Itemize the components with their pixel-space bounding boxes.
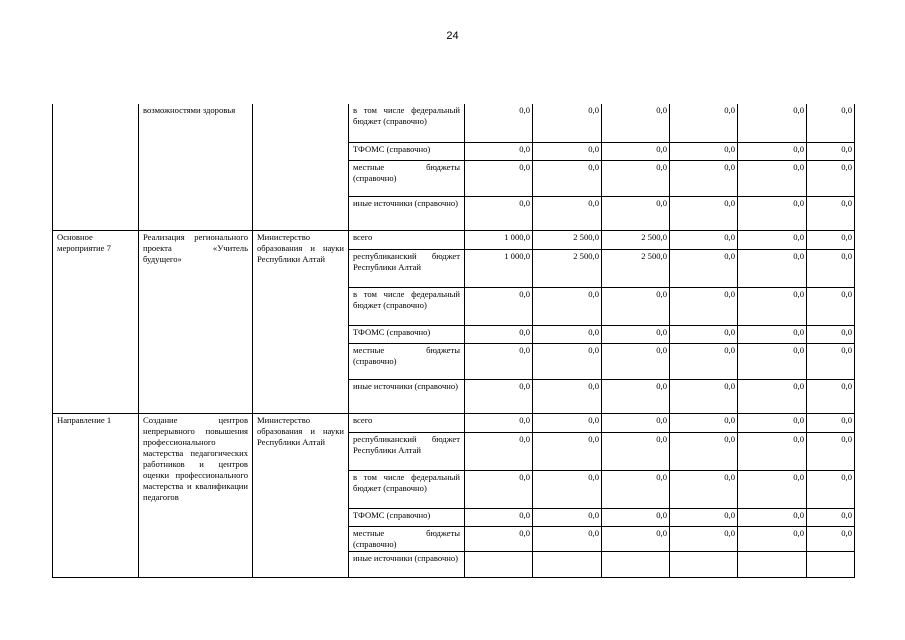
funding-source-cell: местные бюджеты (справочно) [349,526,465,551]
value-cell: 0,0 [602,508,670,526]
value-cell: 0,0 [533,470,602,508]
value-cell: 0,0 [807,142,855,160]
value-cell: 0,0 [465,104,533,142]
funding-source-cell: всего [349,413,465,432]
value-cell: 0,0 [670,230,738,249]
funding-source-cell: в том числе федеральный бюджет (справочно) [349,470,465,508]
value-cell: 0,0 [533,160,602,196]
measure-cell [53,104,139,230]
value-cell [738,551,807,577]
value-cell: 0,0 [533,142,602,160]
funding-source-cell: ТФОМС (справочно) [349,508,465,526]
value-cell: 0,0 [738,526,807,551]
value-cell: 0,0 [465,196,533,230]
value-cell: 0,0 [738,287,807,325]
table-row [53,230,855,249]
value-cell: 0,0 [670,325,738,343]
value-cell: 0,0 [465,470,533,508]
value-cell [807,551,855,577]
funding-source-cell: иные источники (справочно) [349,196,465,230]
table-body [53,104,855,577]
value-cell: 0,0 [602,160,670,196]
value-cell [465,551,533,577]
value-cell: 0,0 [807,230,855,249]
measure-name-cell: Реализация регионального проекта «Учитель будущего» [139,230,253,413]
value-cell: 0,0 [602,196,670,230]
table-row [53,104,855,142]
value-cell: 2 500,0 [533,249,602,287]
value-cell: 0,0 [533,287,602,325]
value-cell: 0,0 [602,470,670,508]
funding-source-cell: в том числе федеральный бюджет (справочно) [349,287,465,325]
value-cell: 0,0 [465,343,533,379]
funding-source-cell: местные бюджеты (справочно) [349,160,465,196]
value-cell: 0,0 [807,287,855,325]
measure-name-cell: Создание центров непрерывного повышения профессионального мастерства педагогических работников и центров оценки профессионального мастерства и квалификации педагогов [139,413,253,577]
value-cell: 0,0 [465,379,533,413]
value-cell [533,551,602,577]
value-cell: 0,0 [602,526,670,551]
value-cell: 0,0 [533,104,602,142]
funding-source-cell: иные источники (справочно) [349,551,465,577]
value-cell: 0,0 [807,325,855,343]
value-cell: 0,0 [807,470,855,508]
value-cell [602,551,670,577]
value-cell: 1 000,0 [465,230,533,249]
value-cell: 0,0 [738,470,807,508]
value-cell: 0,0 [465,526,533,551]
value-cell: 2 500,0 [602,230,670,249]
measure-cell: Направление 1 [53,413,139,577]
page-number: 24 [446,30,459,42]
value-cell: 0,0 [670,526,738,551]
value-cell: 0,0 [738,230,807,249]
value-cell: 0,0 [738,379,807,413]
value-cell: 0,0 [533,432,602,470]
value-cell: 0,0 [807,379,855,413]
value-cell: 0,0 [670,379,738,413]
value-cell: 1 000,0 [465,249,533,287]
value-cell: 0,0 [807,526,855,551]
value-cell: 0,0 [670,104,738,142]
value-cell: 0,0 [602,343,670,379]
value-cell: 0,0 [602,142,670,160]
value-cell: 0,0 [602,104,670,142]
value-cell: 0,0 [738,249,807,287]
value-cell: 0,0 [738,160,807,196]
value-cell: 0,0 [670,432,738,470]
value-cell: 0,0 [807,413,855,432]
value-cell: 0,0 [670,196,738,230]
value-cell [670,551,738,577]
value-cell: 0,0 [807,196,855,230]
value-cell: 0,0 [465,142,533,160]
value-cell: 0,0 [602,379,670,413]
value-cell: 0,0 [670,343,738,379]
value-cell: 0,0 [465,325,533,343]
value-cell: 0,0 [670,508,738,526]
value-cell: 0,0 [602,287,670,325]
value-cell: 0,0 [465,413,533,432]
value-cell: 0,0 [465,508,533,526]
value-cell: 0,0 [738,413,807,432]
executor-cell: Министерство образования и науки Республики Алтай [253,230,349,413]
funding-source-cell: всего [349,230,465,249]
measure-name-cell: возможностями здоровья [139,104,253,230]
value-cell: 0,0 [807,249,855,287]
value-cell: 0,0 [670,470,738,508]
value-cell: 0,0 [670,160,738,196]
value-cell: 0,0 [807,432,855,470]
value-cell: 0,0 [602,413,670,432]
value-cell: 0,0 [533,508,602,526]
value-cell: 0,0 [807,160,855,196]
funding-source-cell: ТФОМС (справочно) [349,142,465,160]
value-cell: 2 500,0 [602,249,670,287]
value-cell: 0,0 [738,142,807,160]
value-cell: 0,0 [465,432,533,470]
value-cell: 0,0 [738,104,807,142]
budget-table [52,104,855,578]
value-cell: 0,0 [465,160,533,196]
funding-source-cell: республиканский бюджет Республики Алтай [349,432,465,470]
value-cell: 0,0 [670,142,738,160]
funding-source-cell: местные бюджеты (справочно) [349,343,465,379]
table-row [53,413,855,432]
value-cell: 0,0 [670,249,738,287]
value-cell: 0,0 [602,325,670,343]
value-cell: 0,0 [738,325,807,343]
value-cell: 0,0 [533,343,602,379]
value-cell: 0,0 [807,104,855,142]
value-cell: 0,0 [807,508,855,526]
funding-source-cell: республиканский бюджет Республики Алтай [349,249,465,287]
executor-cell: Министерство образования и науки Республики Алтай [253,413,349,577]
measure-cell: Основное мероприятие 7 [53,230,139,413]
value-cell: 0,0 [533,196,602,230]
value-cell: 0,0 [670,287,738,325]
funding-source-cell: иные источники (справочно) [349,379,465,413]
value-cell: 0,0 [465,287,533,325]
value-cell: 0,0 [602,432,670,470]
executor-cell [253,104,349,230]
value-cell: 2 500,0 [533,230,602,249]
value-cell: 0,0 [738,508,807,526]
value-cell: 0,0 [807,343,855,379]
funding-source-cell: ТФОМС (справочно) [349,325,465,343]
value-cell: 0,0 [533,526,602,551]
value-cell: 0,0 [738,432,807,470]
value-cell: 0,0 [670,413,738,432]
value-cell: 0,0 [738,343,807,379]
funding-source-cell: в том числе федеральный бюджет (справочно) [349,104,465,142]
value-cell: 0,0 [738,196,807,230]
value-cell: 0,0 [533,379,602,413]
value-cell: 0,0 [533,325,602,343]
value-cell: 0,0 [533,413,602,432]
